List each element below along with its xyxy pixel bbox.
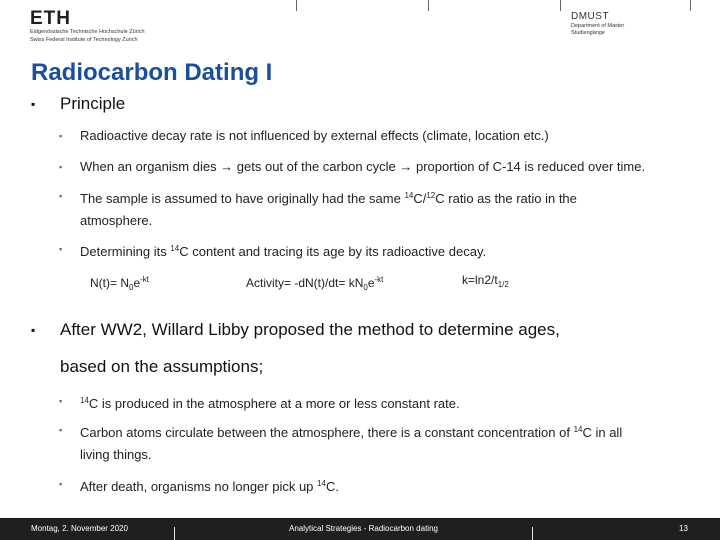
bullet-marker: ▪ (59, 191, 63, 201)
slide-title: Radiocarbon Dating I (31, 59, 273, 86)
bullet-marker: ▪ (59, 479, 63, 489)
libby-item-text (80, 391, 460, 414)
principle-item3-end: C ratio as the ratio in the (435, 191, 577, 206)
isotope-superscript: 14 (170, 244, 180, 253)
header-divider (296, 0, 297, 11)
eth-logo-line2: Swiss Federal Institute of Technology Zurich (30, 37, 138, 43)
footer-course: Analytical Strategies - Radiocarbon dating (289, 524, 438, 533)
formula-part: e (367, 276, 375, 290)
isotope-superscript: 12 (426, 191, 436, 200)
slide-header (0, 0, 720, 50)
formula-half-life (462, 271, 509, 294)
dmust-wordmark: DMUST (571, 11, 610, 22)
formula-activity (246, 271, 383, 297)
formula-part: N(t)= N (90, 276, 129, 290)
bullet-marker: ▪ (59, 425, 63, 435)
principle-item3-mid: C/ (413, 191, 427, 206)
header-divider (560, 0, 561, 11)
formula-superscript: -kt (140, 275, 150, 284)
footer-date: Montag, 2. November 2020 (31, 524, 128, 533)
libby-item-text (80, 474, 339, 497)
libby-item3-start: After death, organisms no longer pick up (80, 479, 318, 494)
bullet-marker: ▪ (59, 244, 63, 254)
formula-part: e (133, 276, 141, 290)
footer-divider (174, 527, 175, 540)
libby-item2-start: Carbon atoms circulate between the atmosphere, there is a constant concentration of (80, 425, 574, 440)
formula-subscript: 0 (363, 283, 368, 292)
isotope-superscript: 14 (404, 191, 414, 200)
libby-item-text: living things. (80, 447, 152, 462)
footer-page-number: 13 (679, 524, 688, 533)
principle-item3-start: The sample is assumed to have originally had the same (80, 191, 405, 206)
header-divider (690, 0, 691, 11)
bullet-marker: ▪ (59, 396, 63, 406)
footer-divider (532, 527, 533, 540)
principle-item4-end: C content and tracing its age by its radioactive decay. (179, 244, 487, 259)
formula-subscript: 1/2 (497, 280, 509, 289)
principle-item-text (80, 239, 486, 262)
isotope-superscript: 14 (573, 425, 583, 434)
libby-item3-end: C. (325, 479, 339, 494)
libby-item2-end: C in all (582, 425, 623, 440)
eth-logo (30, 9, 145, 44)
libby-heading-line1: After WW2, Willard Libby proposed the method to determine ages, (60, 320, 560, 339)
header-divider (428, 0, 429, 11)
principle-item-text (80, 186, 577, 209)
formula-decay (90, 271, 149, 297)
dmust-logo-line1: Department of Master (571, 23, 625, 29)
formula-part: Activity= -dN(t)/dt= kN (246, 276, 364, 290)
formula-part: k=ln2/t (462, 273, 498, 287)
principle-item-text: Radioactive decay rate is not influenced by external effects (climate, location etc.) (80, 128, 549, 143)
dmust-logo (571, 11, 624, 37)
principle-item4-start: Determining its (80, 244, 171, 259)
libby-item1-end: C is produced in the atmosphere at a more or less constant rate. (88, 396, 460, 411)
libby-heading-line2: based on the assumptions; (60, 357, 264, 376)
isotope-superscript: 14 (80, 396, 89, 405)
bullet-marker: ▪ (59, 131, 63, 141)
slide-footer (0, 518, 720, 540)
dmust-logo-line2: Studiengänge (571, 30, 605, 36)
principle-item-text: When an organism dies → gets out of the carbon cycle → proportion of C-14 is reduced over time. (80, 159, 646, 174)
eth-logo-line1: Eidgenössische Technische Hochschule Zürich (30, 29, 145, 35)
formula-subscript: 0 (129, 283, 134, 292)
formula-superscript: -kt (374, 275, 384, 284)
eth-wordmark: ETH (30, 8, 71, 29)
bullet-marker: ▪ (31, 323, 36, 337)
principle-heading: Principle (60, 94, 126, 113)
principle-item-text: atmosphere. (80, 213, 153, 228)
bullet-marker: ▪ (31, 97, 36, 111)
libby-item-text (80, 420, 622, 443)
isotope-superscript: 14 (317, 479, 326, 488)
bullet-marker: ▪ (59, 162, 63, 172)
